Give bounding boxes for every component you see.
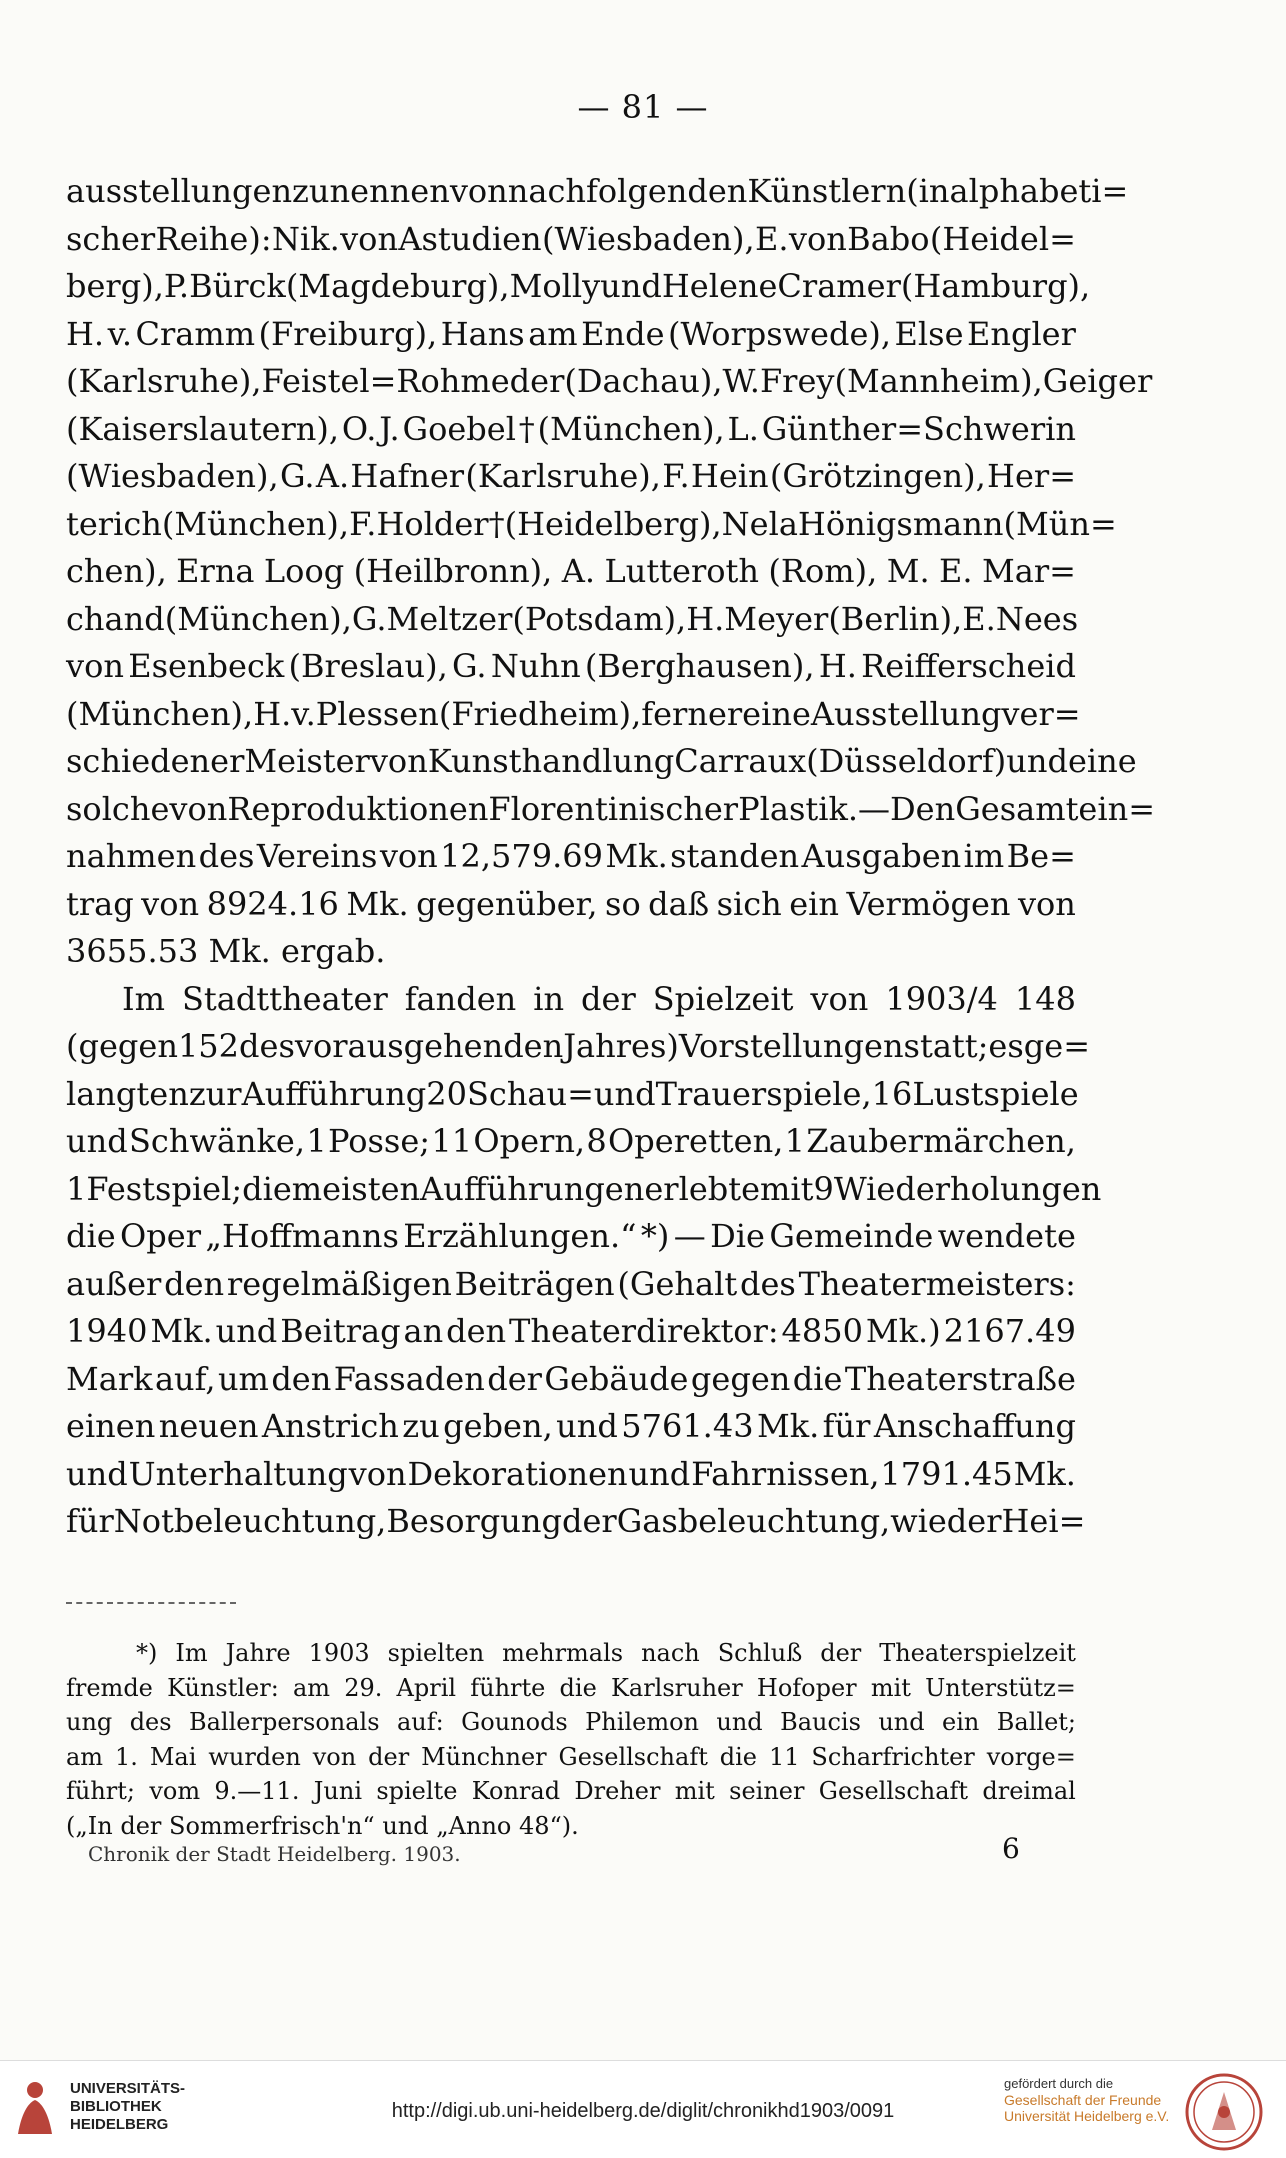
text-line: die Oper „Hoffmanns Erzählungen.“ *) — Die Gemeinde wendete [66,1217,1076,1255]
text-line: Im Stadttheater fanden in der Spielzeit von 1903/4 148 [122,979,1076,1018]
text-line: trag von 8924.16 Mk. gegenüber, so daß sich ein Vermögen von [66,884,1076,923]
sponsor-org: Universität Heidelberg e.V. [1004,2108,1170,2124]
text-line: 1 Festspiel; die meisten Aufführungen erlebte mit 9 Wiederholungen [66,1169,1102,1208]
library-name-line: BIBLIOTHEK [70,2098,162,2115]
text-line: nahmen des Vereins von 12,579.69 Mk. standen Ausgaben im Be= [66,837,1076,875]
text-line: (München), H. v. Plessen (Friedheim), ferner eine Ausstellung ver= [66,694,1081,733]
footnote-line: führt; vom 9.—11. Juni spielte Konrad Dreher mit seiner Gesellschaft dreimal [66,1777,1076,1805]
text-line: (Wiesbaden), G. A. Hafner (Karlsruhe), F. Hein (Grötzingen), Her= [66,457,1076,495]
text-line: solche von Reproduktionen Florentinischer Plastik. — Den Gesamtein= [66,789,1156,828]
footnote-line: *) Im Jahre 1903 spielten mehrmals nach Schluß der Theaterspielzeit [136,1639,1076,1667]
page-number: — 81 — [577,88,709,126]
text-line: und Schwänke, 1 Posse; 11 Opern, 8 Operetten, 1 Zaubermärchen, [66,1122,1076,1160]
body-text [66,168,1156,1546]
text-line: 3655.53 Mk. ergab. [66,932,386,970]
text-line: von Esenbeck (Breslau), G. Nuhn (Berghausen), H. Reifferscheid [66,647,1076,685]
text-line: und Unterhaltung von Dekorationen und Fahrnissen, 1791.45 Mk. [66,1454,1076,1493]
library-name-line: HEIDELBERG [70,2116,169,2133]
footnote-line: fremde Künstler: am 29. April führte die Karlsruher Hofoper mit Unterstütz= [66,1673,1076,1702]
footnote-line: ung des Ballerpersonals auf: Gounods Philemon und Baucis und ein Ballet; [66,1708,1076,1736]
sponsor-block [1004,2076,1169,2124]
footnote-line: („In der Sommerfrisch'n“ und „Anno 48“). [66,1811,579,1840]
sponsor-label: gefördert durch die [1004,2076,1114,2091]
text-line: einen neuen Anstrich zu geben, und 5761.43 Mk. für Anschaffung [66,1407,1076,1445]
text-line: terich (München), F. Holder † (Heidelberg), Nela Hönigsmann (Mün= [66,504,1117,543]
text-line: ausstellungen zu nennen von nachfolgenden Künstlern (in alphabeti= [66,172,1129,210]
source-url-link[interactable]: http://digi.ub.uni-heidelberg.de/diglit/chronikhd1903/0091 [391,2100,895,2122]
signature-line: Chronik der Stadt Heidelberg. 1903. [88,1842,461,1866]
text-line: chen), Erna Loog (Heilbronn), A. Lutteroth (Rom), M. E. Mar= [66,552,1076,590]
footnote-line: am 1. Mai wurden von der Münchner Gesellschaft die 11 Scharfrichter vorge= [66,1742,1076,1771]
text-line: schiedener Meister von Kunsthandlung Carraux (Düsseldorf) und eine [66,742,1137,780]
sheet-number: 6 [1002,1832,1020,1865]
text-line: (gegen 152 des vorausgehenden Jahres) Vorstellungen statt; es ge= [66,1027,1090,1065]
text-line: berg), P. Bürck (Magdeburg), Molly und Helene Cramer (Hamburg), [66,267,1091,305]
footnotes [66,1636,1076,1843]
text-line: außer den regelmäßigen Beiträgen (Gehalt des Theatermeisters: [66,1264,1076,1303]
text-line: für Notbeleuchtung, Besorgung der Gasbeleuchtung, wie der Hei= [66,1502,1086,1540]
text-line: (Kaiserslautern), O. J. Goebel † (München), L. Günther=Schwerin [66,409,1076,448]
university-seal-icon [1184,2072,1264,2152]
text-line: scher Reihe): Nik. von Astudien (Wiesbaden), E. von Babo (Heidel= [66,219,1076,258]
footnote-separator [66,1602,236,1604]
text-line: chand (München), G. Meltzer (Potsdam), H. Meyer (Berlin), E. Nees [66,599,1079,638]
sponsor-org: Gesellschaft der Freunde [1004,2092,1162,2108]
text-line: 1940 Mk. und Beitrag an den Theaterdirektor: 4850 Mk.) 2167.49 [66,1312,1076,1350]
text-line: H. v. Cramm (Freiburg), Hans am Ende (Worpswede), Else Engler [66,314,1076,353]
text-line: langten zur Aufführung 20 Schau= und Trauerspiele, 16 Lustspiele [66,1074,1079,1113]
text-line: Mark auf, um den Fassaden der Gebäude gegen die Theaterstraße [66,1359,1076,1398]
library-name-line: UNIVERSITÄTS- [70,2080,186,2097]
text-line: (Karlsruhe), Feistel=Rohmeder (Dachau), W. Frey (Mannheim), Geiger [66,362,1153,400]
